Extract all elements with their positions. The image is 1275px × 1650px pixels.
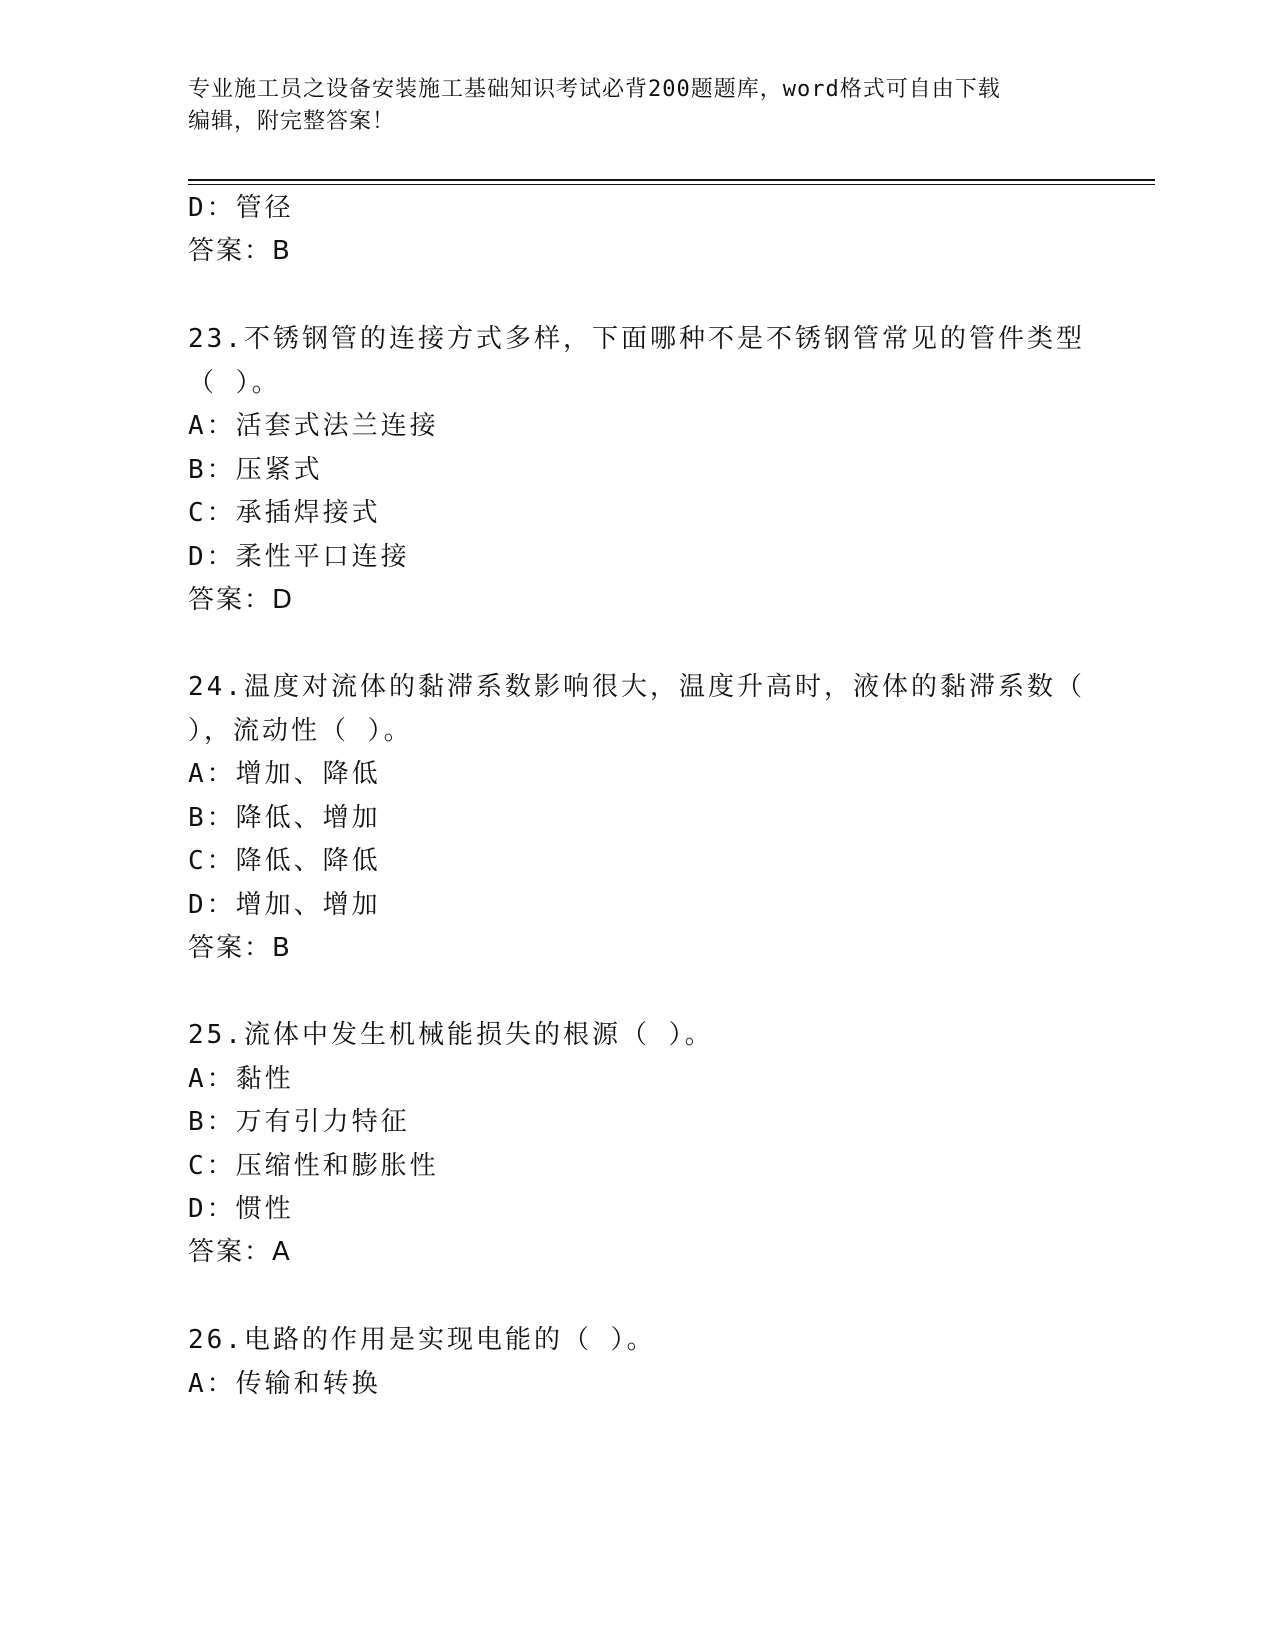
q23-option-d: D：柔性平口连接: [188, 542, 410, 572]
q24-option-c: C：降低、降低: [188, 846, 381, 876]
q25-option-b: B：万有引力特征: [188, 1107, 410, 1137]
q23-answer: 答案：D: [188, 585, 295, 615]
q25-answer: 答案：A: [188, 1237, 292, 1267]
q26-option-a: A：传输和转换: [188, 1369, 381, 1399]
q24-stem-line-1: 24.温度对流体的黏滞系数影响很大，温度升高时，液体的黏滞系数（: [188, 672, 1085, 702]
header-title-line-1: 专业施工员之设备安装施工基础知识考试必背200题题库，word格式可自由下载: [188, 77, 1001, 102]
q26-stem: 26.电路的作用是实现电能的（ ）。: [188, 1325, 656, 1355]
document-header: [188, 74, 1088, 138]
q24-option-a: A：增加、降低: [188, 759, 381, 789]
header-divider-thick: [188, 179, 1155, 181]
q22-option-d: D：管径: [188, 193, 294, 223]
q23-stem-line-1: 23.不锈钢管的连接方式多样，下面哪种不是不锈钢管常见的管件类型: [188, 324, 1085, 354]
q23-option-b: B：压紧式: [188, 455, 323, 485]
q24-option-d: D：增加、增加: [188, 890, 381, 920]
q22-answer: 答案：B: [188, 236, 292, 266]
header-title-line-2: 编辑，附完整答案！: [188, 109, 396, 134]
q23-option-c: C：承插焊接式: [188, 498, 381, 528]
q25-stem: 25.流体中发生机械能损失的根源（ ）。: [188, 1020, 714, 1050]
q25-option-c: C：压缩性和膨胀性: [188, 1151, 439, 1181]
q24-option-b: B：降低、增加: [188, 803, 381, 833]
q23-option-a: A：活套式法兰连接: [188, 411, 439, 441]
q23-stem-line-2: （ ）。: [188, 368, 281, 398]
q24-answer: 答案：B: [188, 933, 292, 963]
q25-option-a: A：黏性: [188, 1064, 294, 1094]
q25-option-d: D：惯性: [188, 1194, 294, 1224]
q24-stem-line-2: ），流动性（ ）。: [188, 716, 413, 746]
header-divider-thin: [188, 184, 1155, 185]
